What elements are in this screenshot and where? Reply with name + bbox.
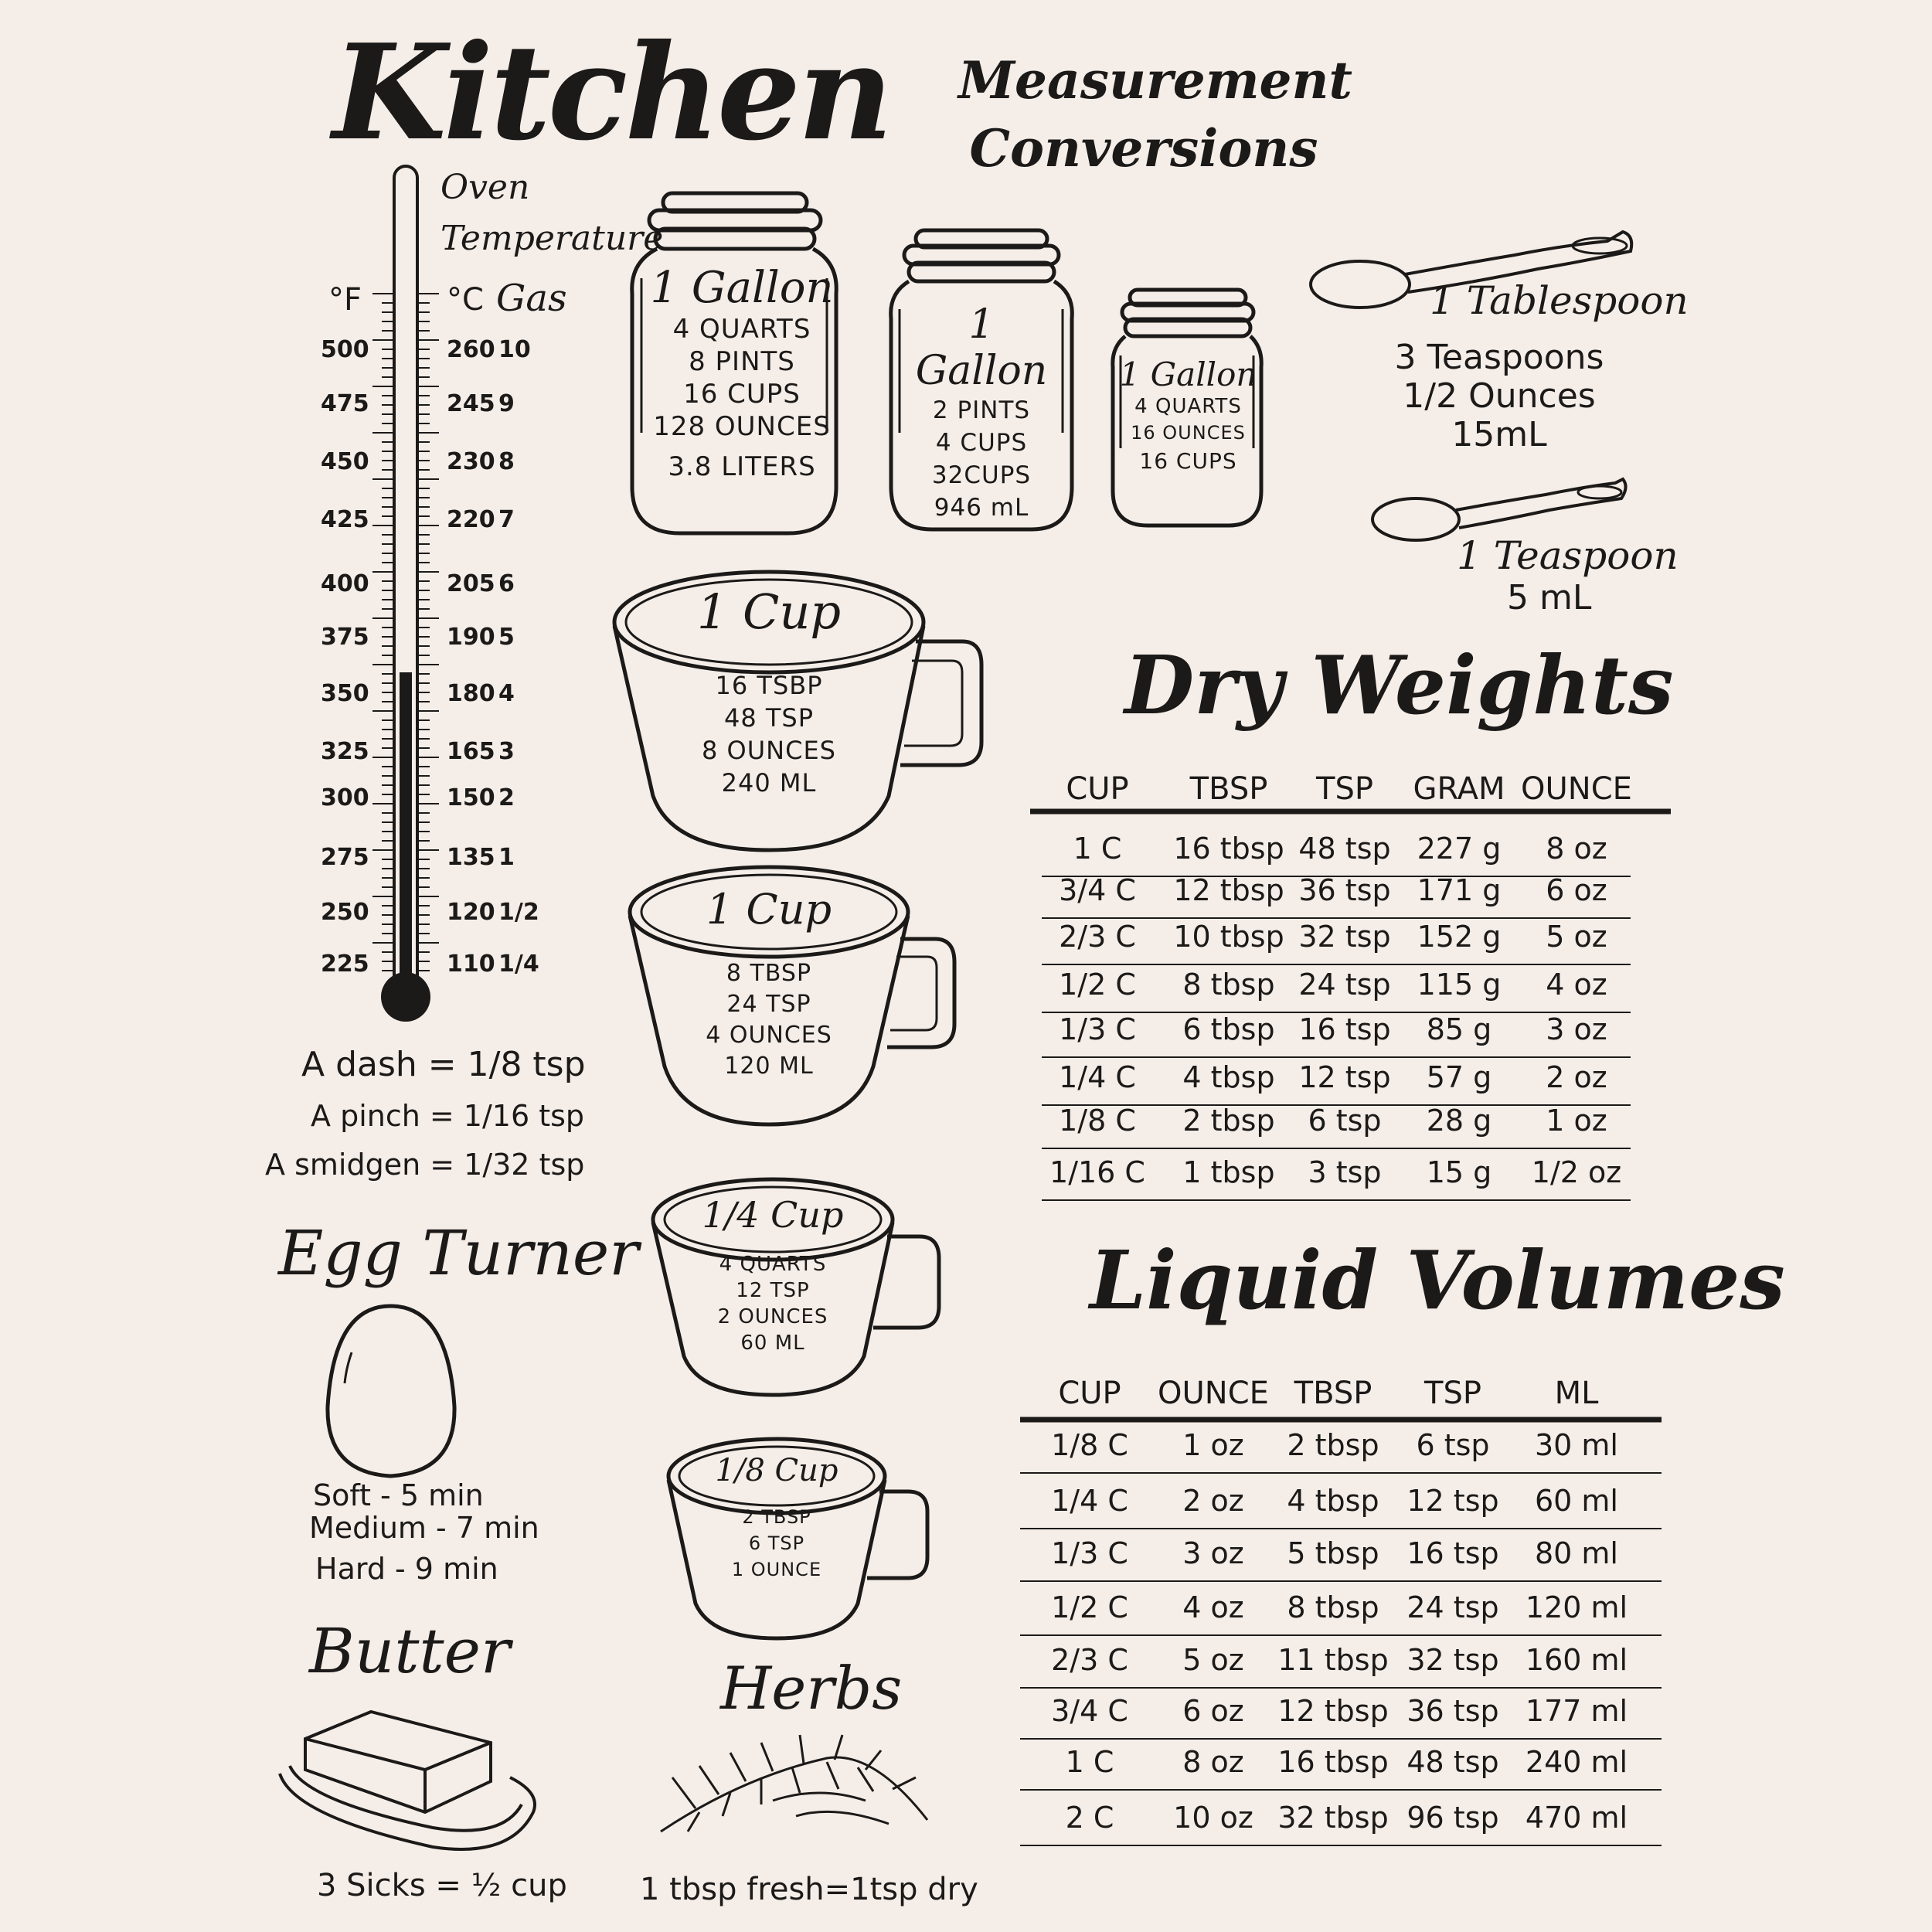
subtitle-line-1: Measurement	[958, 50, 1353, 111]
jar-line: 128 OUNCES	[653, 411, 831, 442]
temp-celsius: 205	[447, 570, 495, 597]
table-cell: 1/2 C	[1051, 1590, 1128, 1624]
table-cell: 1 C	[1065, 1745, 1114, 1779]
table-cell: 3 tsp	[1308, 1155, 1382, 1189]
table-cell: 36 tsp	[1406, 1694, 1499, 1728]
table-cell: 6 tsp	[1416, 1428, 1490, 1462]
herbs-title: Herbs	[720, 1654, 903, 1723]
jar-line: 32CUPS	[931, 461, 1032, 489]
liquid-volumes-title: Liquid Volumes	[1090, 1233, 1785, 1328]
cup-line: 2 TBSP	[742, 1506, 811, 1528]
gas-mark: 2	[498, 784, 515, 811]
column-header: OUNCE	[1521, 771, 1632, 807]
table-cell: 80 ml	[1534, 1536, 1618, 1570]
temp-celsius: 190	[447, 624, 495, 651]
tablespoon-info	[1376, 338, 1623, 454]
table-cell: 177 ml	[1525, 1694, 1628, 1728]
oven-label-line1: Oven	[440, 168, 530, 207]
cup-title: 1/8 Cup	[715, 1453, 838, 1488]
gas-mark: 10	[498, 336, 531, 363]
table-cell: 1/3 C	[1059, 1012, 1136, 1046]
table-cell: 2/3 C	[1059, 920, 1136, 954]
oven-temperature-label	[440, 162, 663, 264]
cup-line: 120 ML	[724, 1053, 814, 1080]
butter-dish-icon	[280, 1712, 535, 1849]
cup-1	[653, 583, 885, 799]
jar-line: 4 QUARTS	[1134, 395, 1242, 418]
table-cell: 171 g	[1417, 873, 1502, 907]
temp-celsius: 260	[447, 336, 495, 363]
temp-celsius: 150	[447, 784, 495, 811]
table-cell: 11 tbsp	[1277, 1643, 1389, 1677]
egg-medium: Medium - 7 min	[309, 1511, 539, 1545]
cup-title: 1 Cup	[706, 885, 832, 934]
jar-line: 4 CUPS	[935, 429, 1028, 457]
temp-fahrenheit: 325	[321, 738, 369, 765]
table-cell: 1/8 C	[1051, 1428, 1128, 1462]
temp-fahrenheit: 250	[321, 899, 369, 926]
table-cell: 227 g	[1417, 832, 1502, 866]
table-cell: 6 oz	[1546, 873, 1607, 907]
table-cell: 8 tbsp	[1182, 968, 1275, 1002]
column-header: TBSP	[1294, 1376, 1372, 1411]
table-cell: 1 C	[1073, 832, 1122, 866]
teaspoon-ml: 5 mL	[1507, 578, 1592, 617]
table-cell: 4 oz	[1182, 1590, 1244, 1624]
temp-celsius: 180	[447, 680, 495, 707]
table-cell: 48 tsp	[1298, 832, 1391, 866]
dry-weights-title: Dry Weights	[1124, 638, 1674, 733]
table-rules	[1020, 811, 1671, 1845]
cup-line: 1 OUNCE	[731, 1559, 822, 1580]
table-cell: 120 ml	[1525, 1590, 1628, 1624]
temp-celsius: 110	[447, 951, 495, 978]
temp-fahrenheit: 450	[321, 448, 369, 475]
jar-line: 16 OUNCES	[1131, 422, 1246, 444]
herb-icon	[661, 1735, 927, 1832]
temp-fahrenheit: 475	[321, 390, 369, 417]
temp-fahrenheit: 375	[321, 624, 369, 651]
table-cell: 8 oz	[1182, 1745, 1244, 1779]
table-cell: 16 tsp	[1298, 1012, 1391, 1046]
cup-line: 12 TSP	[736, 1279, 810, 1302]
cup-title: 1/4 Cup	[702, 1194, 844, 1236]
temp-fahrenheit: 500	[321, 336, 369, 363]
table-cell: 2 oz	[1182, 1484, 1244, 1518]
table-cell: 4 tbsp	[1182, 1060, 1275, 1094]
butter-title: Butter	[309, 1615, 511, 1687]
jar-line: 16 CUPS	[683, 379, 801, 410]
table-cell: 1 tbsp	[1182, 1155, 1275, 1189]
table-cell: 6 tbsp	[1182, 1012, 1275, 1046]
unit-f: °F	[328, 282, 362, 318]
table-cell: 1/4 C	[1051, 1484, 1128, 1518]
table-cell: 28 g	[1426, 1104, 1492, 1138]
table-cell: 160 ml	[1525, 1643, 1628, 1677]
temp-celsius: 230	[447, 448, 495, 475]
gas-mark: 9	[498, 390, 515, 417]
table-cell: 12 tsp	[1298, 1060, 1391, 1094]
table-cell: 5 oz	[1546, 920, 1607, 954]
table-cell: 8 oz	[1546, 832, 1607, 866]
temp-fahrenheit: 225	[321, 951, 369, 978]
table-cell: 1/2 C	[1059, 968, 1136, 1002]
jar-title: 1 Gallon	[650, 263, 834, 313]
teaspoon-title: 1 Teaspoon	[1457, 533, 1679, 578]
jar-gallon-3	[1117, 355, 1260, 477]
page-title: Kitchen	[332, 15, 890, 170]
table-cell: 4 oz	[1546, 968, 1607, 1002]
table-cell: 32 tsp	[1406, 1643, 1499, 1677]
subtitle-line-2: Conversions	[969, 118, 1318, 179]
column-header: ML	[1554, 1376, 1599, 1411]
unit-c: °C	[447, 282, 484, 318]
temp-celsius: 245	[447, 390, 495, 417]
table-cell: 1/2 oz	[1531, 1155, 1622, 1189]
gas-mark: 7	[498, 506, 515, 533]
table-cell: 1/4 C	[1059, 1060, 1136, 1094]
column-header: TSP	[1316, 771, 1373, 807]
jar-line: 946 mL	[934, 494, 1029, 522]
cup-line: 16 TSBP	[715, 671, 823, 700]
cup-title: 1 Cup	[696, 583, 842, 640]
cup-line: 6 TSP	[748, 1532, 805, 1554]
gas-mark: 5	[498, 624, 515, 651]
tablespoon-line: 15mL	[1451, 415, 1547, 454]
jar-line: 16 CUPS	[1139, 448, 1237, 474]
oven-label-line2: Temperature	[440, 219, 664, 258]
table-cell: 2 tbsp	[1182, 1104, 1275, 1138]
cup-2	[661, 885, 877, 1082]
table-cell: 2/3 C	[1051, 1643, 1128, 1677]
egg-icon	[328, 1306, 454, 1476]
table-cell: 10 oz	[1173, 1801, 1253, 1835]
table-cell: 12 tbsp	[1277, 1694, 1389, 1728]
tablespoon-title: 1 Tablespoon	[1430, 278, 1689, 323]
temp-fahrenheit: 350	[321, 680, 369, 707]
herbs-note: 1 tbsp fresh=1tsp dry	[640, 1872, 978, 1907]
table-cell: 3/4 C	[1059, 873, 1136, 907]
table-cell: 6 oz	[1182, 1694, 1244, 1728]
table-cell: 2 tbsp	[1287, 1428, 1379, 1462]
dash-note: A dash = 1/8 tsp	[301, 1045, 586, 1084]
table-cell: 1/3 C	[1051, 1536, 1128, 1570]
table-cell: 85 g	[1426, 1012, 1492, 1046]
column-header: OUNCE	[1158, 1376, 1269, 1411]
gas-mark: 1/4	[498, 951, 539, 978]
temp-fahrenheit: 300	[321, 784, 369, 811]
pinch-note: A pinch = 1/16 tsp	[311, 1099, 585, 1133]
butter-note: 3 Sicks = ½ cup	[317, 1868, 567, 1903]
temp-fahrenheit: 400	[321, 570, 369, 597]
gas-mark: 1/2	[498, 899, 539, 926]
temp-celsius: 220	[447, 506, 495, 533]
cup-line: 240 ML	[721, 768, 817, 798]
gas-mark: 6	[498, 570, 515, 597]
gas-mark: 3	[498, 738, 515, 765]
egg-hard: Hard - 9 min	[315, 1552, 498, 1586]
table-cell: 3/4 C	[1051, 1694, 1128, 1728]
table-cell: 470 ml	[1525, 1801, 1628, 1835]
table-cell: 2 C	[1065, 1801, 1114, 1835]
cup-line: 8 TBSP	[726, 960, 812, 987]
table-cell: 1/16 C	[1049, 1155, 1145, 1189]
jar-line: 4 QUARTS	[672, 314, 811, 345]
cup-line: 4 QUARTS	[719, 1253, 827, 1276]
jar-title: 1 Gallon	[1119, 355, 1257, 393]
tablespoon-line: 3 Teaspoons	[1394, 338, 1604, 377]
cup-line: 60 ML	[740, 1332, 805, 1355]
gas-mark: 1	[498, 844, 515, 871]
page-subtitle	[958, 46, 1353, 182]
table-cell: 12 tsp	[1406, 1484, 1499, 1518]
temp-fahrenheit: 425	[321, 506, 369, 533]
temp-celsius: 120	[447, 899, 495, 926]
cup-quarter	[680, 1194, 866, 1356]
table-cell: 30 ml	[1534, 1428, 1618, 1462]
table-cell: 2 oz	[1546, 1060, 1607, 1094]
table-cell: 24 tsp	[1298, 968, 1391, 1002]
jar-line: 2 PINTS	[932, 396, 1031, 424]
unit-gas: Gas	[496, 277, 567, 320]
egg-soft: Soft - 5 min	[313, 1478, 484, 1512]
table-cell: 1/8 C	[1059, 1104, 1136, 1138]
cup-eighth	[692, 1453, 862, 1583]
jar-line: 8 PINTS	[689, 346, 795, 377]
table-cell: 10 tbsp	[1173, 920, 1284, 954]
table-cell: 4 tbsp	[1287, 1484, 1379, 1518]
table-cell: 96 tsp	[1406, 1801, 1499, 1835]
table-cell: 152 g	[1417, 920, 1502, 954]
table-cell: 6 tsp	[1308, 1104, 1382, 1138]
table-cell: 3 oz	[1546, 1012, 1607, 1046]
jar-title: 1 Gallon	[915, 301, 1048, 394]
table-cell: 48 tsp	[1406, 1745, 1499, 1779]
table-cell: 16 tsp	[1406, 1536, 1499, 1570]
smidgen-note: A smidgen = 1/32 tsp	[265, 1148, 585, 1182]
temp-fahrenheit: 275	[321, 844, 369, 871]
table-cell: 12 tbsp	[1173, 873, 1284, 907]
table-cell: 16 tbsp	[1173, 832, 1284, 866]
table-cell: 1 oz	[1182, 1428, 1244, 1462]
cup-line: 2 OUNCES	[717, 1305, 828, 1328]
table-cell: 115 g	[1417, 968, 1502, 1002]
table-cell: 240 ml	[1525, 1745, 1628, 1779]
thermometer-icon	[372, 166, 439, 1022]
table-cell: 32 tsp	[1298, 920, 1391, 954]
table-cell: 5 oz	[1182, 1643, 1244, 1677]
column-header: TSP	[1424, 1376, 1481, 1411]
temp-celsius: 165	[447, 738, 495, 765]
cup-line: 8 OUNCES	[702, 736, 836, 765]
tablespoon-line: 1/2 Ounces	[1403, 376, 1596, 416]
cup-line: 48 TSP	[723, 703, 815, 733]
temp-celsius: 135	[447, 844, 495, 871]
table-cell: 16 tbsp	[1277, 1745, 1389, 1779]
table-cell: 32 tbsp	[1277, 1801, 1389, 1835]
gas-mark: 8	[498, 448, 515, 475]
table-cell: 36 tsp	[1298, 873, 1391, 907]
gas-mark: 4	[498, 680, 515, 707]
column-header: CUP	[1066, 771, 1129, 807]
table-cell: 60 ml	[1534, 1484, 1618, 1518]
table-cell: 3 oz	[1182, 1536, 1244, 1570]
column-header: GRAM	[1413, 771, 1505, 807]
table-cell: 1 oz	[1546, 1104, 1607, 1138]
table-cell: 5 tbsp	[1287, 1536, 1379, 1570]
table-cell: 24 tsp	[1406, 1590, 1499, 1624]
table-cell: 15 g	[1426, 1155, 1492, 1189]
table-cell: 8 tbsp	[1287, 1590, 1379, 1624]
cup-line: 24 TSP	[726, 991, 811, 1018]
jar-gallon-2	[896, 301, 1066, 524]
jar-line: 3.8 LITERS	[668, 451, 816, 482]
jar-gallon-1	[649, 263, 835, 483]
column-header: CUP	[1058, 1376, 1121, 1411]
table-cell: 57 g	[1426, 1060, 1492, 1094]
cup-line: 4 OUNCES	[706, 1022, 832, 1049]
column-header: TBSP	[1189, 771, 1268, 807]
egg-turner-title: Egg Turner	[278, 1217, 639, 1289]
